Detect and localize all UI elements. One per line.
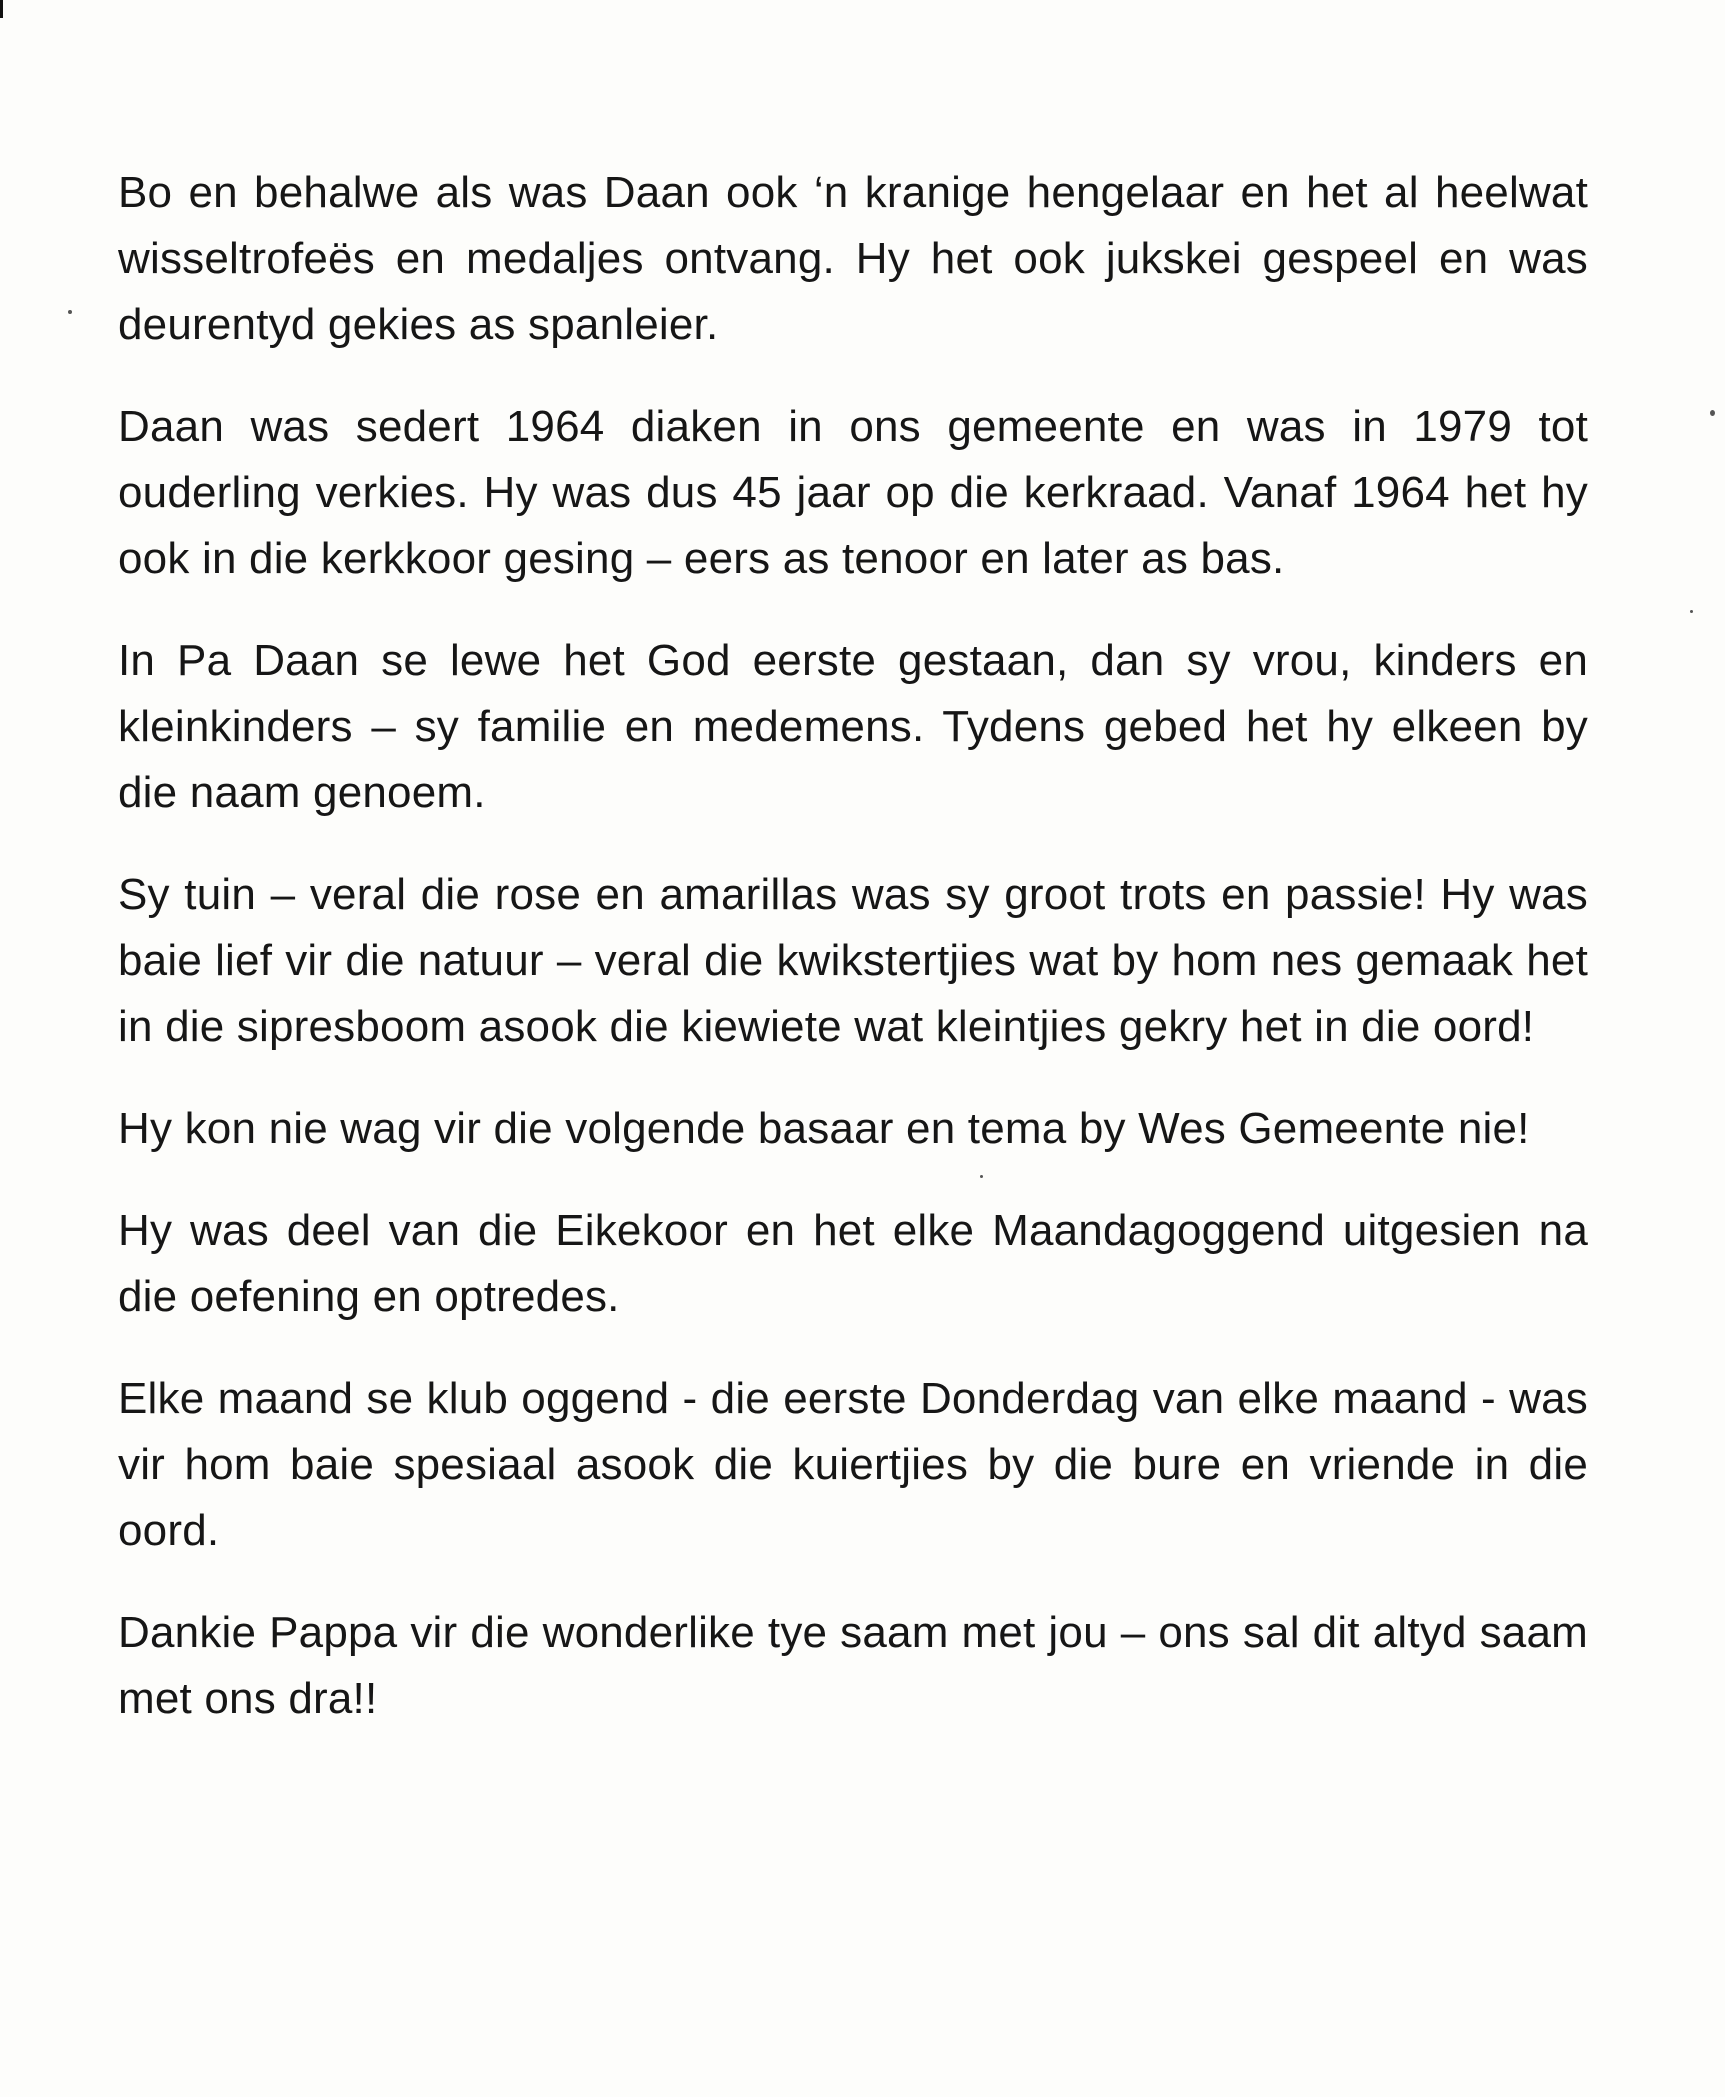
paragraph-faith-family: In Pa Daan se lewe het God eerste gestaan, dan sy vrou, kinders en kleinkinders – sy familie en medemens. Tydens gebed het hy elkeen by die naam genoem. [118, 636, 1588, 817]
scan-speck [1710, 410, 1715, 416]
scan-speck [68, 310, 72, 314]
scan-edge-mark [0, 0, 3, 18]
paragraph-choir: Hy was deel van die Eikekoor en het elke Maandagoggend uitgesien na die oefening en optredes. [118, 1206, 1588, 1321]
document-body [118, 160, 1588, 1732]
scan-speck [980, 1175, 983, 1178]
paragraph-club-morning: Elke maand se klub oggend - die eerste Donderdag van elke maand - was vir hom baie spesiaal asook die kuiertjies by die bure en vriende in die oord. [118, 1374, 1588, 1555]
scan-speck [1690, 610, 1693, 613]
paragraph-bazaar: Hy kon nie wag vir die volgende basaar en tema by Wes Gemeente nie! [118, 1104, 1530, 1153]
paragraph-thanks: Dankie Pappa vir die wonderlike tye saam met jou – ons sal dit altyd saam met ons dra!! [118, 1608, 1588, 1723]
paragraph-church-service: Daan was sedert 1964 diaken in ons gemeente en was in 1979 tot ouderling verkies. Hy was dus 45 jaar op die kerkraad. Vanaf 1964 het hy ook in die kerkkoor gesing – eers as tenoor en later as bas. [118, 402, 1588, 583]
paragraph-fishing: Bo en behalwe als was Daan ook ‘n kranige hengelaar en het al heelwat wisseltrofeës en medaljes ontvang. Hy het ook jukskei gespeel en was deurentyd gekies as spanleier. [118, 168, 1588, 349]
paragraph-garden-nature: Sy tuin – veral die rose en amarillas was sy groot trots en passie! Hy was baie lief vir die natuur – veral die kwikstertjies wat by hom nes gemaak het in die sipresboom asook die kiewiete wat kleintjies gekry het in die oord! [118, 870, 1588, 1051]
